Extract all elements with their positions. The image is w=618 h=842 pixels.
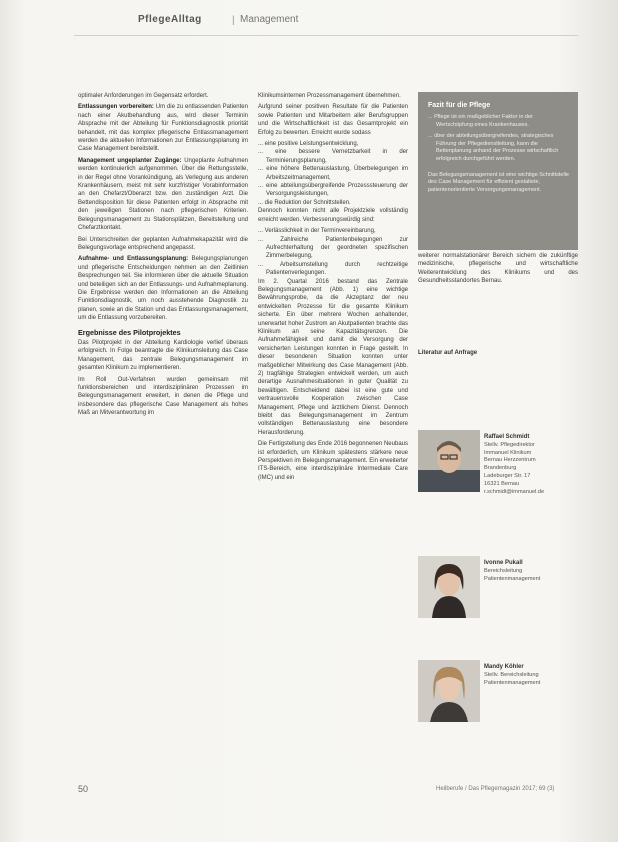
author-info <box>484 664 576 687</box>
col1-p6: Im Roll Out-Verfahren wurden gemeinsam mit funktionsbereichen und interdisziplinären Prozessen im Belegungsmanagement erweitert, in denen die Pflege und insbesondere das pflegerische Case Management als hohes Maß an Mitverantwortung im <box>78 376 248 417</box>
col2-list-item: ... eine positive Leistungsentwicklung, <box>258 141 359 148</box>
literature-note: Literatur auf Anfrage <box>418 350 478 356</box>
col1-intro: optimaler Anforderungen im Gegensatz erfordert. <box>78 93 209 99</box>
header-rule <box>74 35 578 36</box>
col2-p4: Die Fertigstellung des Ende 2016 begonnenen Neubaus ist erforderlich, um Klinikum spätestens stärkere neue Perspektiven im Belegungsmanagement. Ein erweiterter ITS-Bereich, eine interdisziplinäre Intermediate Care (IMC) und ein <box>258 441 408 481</box>
header-brand: PflegeAlltag <box>138 14 202 25</box>
header-section: Management <box>240 14 299 25</box>
author-role: Stellv. Bereichsleitung <box>484 671 539 678</box>
author-photo <box>418 556 480 618</box>
col2-list2-item: ... Zahlreiche Patientenbelegungen zur Aufrechterhaltung der geordneten spezifischen Zimmerbelegung, <box>258 236 408 260</box>
author-role: Stellv. Pflegedirektor <box>484 441 535 448</box>
page-header <box>0 14 618 32</box>
journal-issue: 2017; 69 (3) <box>522 786 555 792</box>
col2-list2-item: ... Arbeitsumstellung durch rechtzeitige Patientenverlegungen. <box>258 261 408 277</box>
fazit-item: ... über der abteilungsübergreifendes, strategisches Führung der Pflegedienstleitung, kann die Bettenplanung anhand der Prozesse wirtschaftlich erfolgreich durchgeführt werden. <box>428 133 559 162</box>
col1-p1-body: Um die zu entlassenden Patienten nach einer Akutbehandlung aus, wird dieser Terminin Absprache mit der Abteilung für Funktionsdiagnostik priorität behandelt, mit das komplex pflegerische Entlassmanagement werden die aktuellen Informationen zur Entlassungsplanung im Case Management bereitstellt. <box>78 104 248 153</box>
col2-list-item: ... eine höhere Bettenauslastung, Überbelegungen im Arbeitszeitmanagement, <box>258 166 408 181</box>
col2-intro: Klinikumsinternen Prozessmanagement übernehmen. <box>258 93 401 99</box>
col2-list-item: ... die Reduktion der Schnittstellen. <box>258 199 351 206</box>
author-line: Patientenmanagement <box>484 575 541 582</box>
col2-p2: Dennoch konnten nicht alle Projektziele vollständig erreicht werden. Verbesserungswürdig sind: <box>258 208 408 223</box>
col2-list2-item: ... Verlässlichkeit in der Terminvereinbarung, <box>258 228 376 235</box>
col1-p4-heading: Aufnahme- und Entlassungsplanung: <box>78 256 189 263</box>
col1-p5: Das Pilotprojekt in der Abteilung Kardiologie verlief überaus erfolgreich. In Folge beantragte die Klinikumsleitung das Case Management, das zentrale Belegungsmanagement im gesamten Klinikum zu implementieren. <box>78 339 248 372</box>
author-line: Bernau Herzzentrum <box>484 457 536 464</box>
journal-footer <box>436 786 554 792</box>
header-separator: | <box>232 15 235 26</box>
author-card <box>418 430 578 494</box>
author-email: r.schmidt@immanuel.de <box>484 488 545 495</box>
author-photo <box>418 660 480 722</box>
col1-p1-heading: Entlassungen vorbereiten: <box>78 104 154 111</box>
fazit-item: ... Pflege ist ein maßgeblicher Faktor in der Wertschöpfung eines Krankenhauses. <box>428 114 533 128</box>
author-line: Ladeburger Str. 17 <box>484 472 531 479</box>
fazit-title: Fazit für die Pflege <box>428 102 491 109</box>
col1-p2-heading: Management ungeplanter Zugänge: <box>78 157 182 164</box>
author-name: Mandy Köhler <box>484 664 524 670</box>
fazit-box <box>418 92 578 250</box>
journal-name: Heilberufe / Das Pflegemagazin <box>436 786 521 792</box>
author-line: Immanuel Klinikum <box>484 449 532 456</box>
column-2 <box>258 92 408 772</box>
column-1 <box>78 92 248 772</box>
col2-p1: Aufgrund seiner positiven Resultate für die Patienten sowie Patienten und Mitarbeitern aller Berufsgruppen und die Wirtschaftlichkeit ist das Gesamtprojekt ein Erfolg zu bewerten. Erreicht wurde sodass <box>258 104 408 136</box>
col1-p2-body: Ungeplante Aufnahmen werden kontinuierlich aufgenommen. Über die Rettungsstelle, in der Regel ohne Vorankündigung, als Verlegung aus anderen Krankenhäusern, meist mit sehr kurzfristiger Vorabinformation an den Chefarzt/Oberarzt bzw. den zuständigen Arzt. Die Bettendisposition für diese Patienten erfolgt in Absprache mit den jeweiligen Stationen nach pflegerischen Kriterien. Belegungsmanagement zu Stationsplätzen, Bereitstellung und Chefarztkontakt. <box>78 157 248 232</box>
col2-p3: Im 2. Quartal 2016 bestand das Zentrale Belegungsmanagement (Abb. 1) eine wichtige Bewährungsprobe, da die Akzeptanz der neu entwickelten Prozesse für die gesamte Klinikum sicherte. Ein über mehrere Wochen anhaltender, unerwartet hoher Zustrom an Akutpatienten brachte das Klinikum an seine Kapazitätsgrenzen. Die Aufnahmefähigkeit und damit die Versorgung der versicherten Leistungen konnten in Frage gestellt. In dieser besonderen Situation konnten unter maßgeblicher Mitwirkung des Case Management (Abb. 2) tragfähige Strategien entwickelt werden, um auch derartige Ausnahmesituationen in guter Qualität zu bewältigen. Entscheidend dabei ist eine gute und vertrauensvolle Kooperation zwischen Case Management, Pflege und ärztlichem Dienst. Dennoch bleibt das Belegungsmanagement im Zentrum vollständigen Bettenauslastung eine besondere Herausforderung. <box>258 278 408 436</box>
fazit-extra: Das Belegungsmanagement ist eine wichtige Schnittstelle des Case Management für effizient gestaltete, patientenorientierte Versorgungsmanagement. <box>428 171 569 193</box>
col2-list-item: ... eine bessere Vernetzbarkeit in der Terminierungsplanung, <box>258 149 408 164</box>
author-line: Brandenburg <box>484 465 517 472</box>
author-name: Raffael Schmidt <box>484 434 530 440</box>
page-number: 50 <box>78 784 89 794</box>
author-info <box>484 434 576 496</box>
author-card <box>418 660 578 724</box>
col1-p3: Bei Unterschreiten der geplanten Aufnahmekapazität wird die Belegungsvorlage entsprechend angepasst. <box>78 236 248 251</box>
col1-paragraph <box>78 157 248 233</box>
col1-paragraph <box>78 103 248 153</box>
col1-subheading: Ergebnisse des Pilotprojektes <box>78 327 181 337</box>
column-3-text: weiterer normalstationärer Bereich sichern die zukünftige medizinische, pflegerische und wirtschaftliche Weiterentwicklung des Klinikums und des Gesundheitsstandortes Bernau. <box>418 253 578 285</box>
author-line: 16321 Bernau <box>484 480 520 487</box>
col1-paragraph <box>78 255 248 322</box>
author-photo <box>418 430 480 492</box>
author-info <box>484 560 576 583</box>
author-role: Bereichsleitung <box>484 567 523 574</box>
col1-p4-body: Belegungsplanungen und pflegerische Entscheidungen nehmen an den Zeitlinien Besprechungen teil. Sie informieren über die aktuelle Situation und beteiligen sich an der Entlassungs- und Aufnahmeplanung. Die Ergebnisse werden den Informationen an die Abteilung Funktionsdiagnostik, um noch ausstehende Diagnostik zu planen, sowie an die Station und das Entlassungsmanagement, um die Entlassung vorzubereiten. <box>78 256 248 322</box>
author-line: Patientenmanagement <box>484 679 541 686</box>
col2-list-item: ... eine abteilungsübergreifende Prozesssteuerung der Versorgungsleistungen, <box>258 183 408 198</box>
author-card <box>418 556 578 620</box>
author-name: Ivonne Pukall <box>484 560 523 566</box>
